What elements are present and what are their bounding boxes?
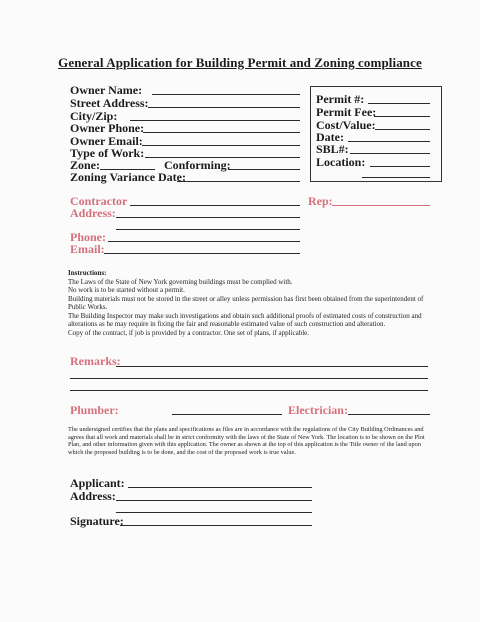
street-address-label: Street Address: (70, 96, 149, 110)
remarks-field-3[interactable] (70, 390, 428, 391)
plumber-label: Plumber: (70, 403, 119, 417)
remarks-label: Remarks: (70, 354, 121, 368)
owner-name-field[interactable] (152, 94, 300, 95)
cost-value-label: Cost/Value: (316, 118, 376, 132)
rep-field[interactable] (332, 205, 430, 206)
permit-fee-label: Permit Fee: (316, 105, 377, 119)
contractor-email-field[interactable] (104, 253, 300, 254)
conforming-label: Conforming: (164, 158, 231, 172)
electrician-label: Electrician: (288, 403, 348, 417)
instruction-line: The Laws of the State of New York governing buildings must be complied with. (68, 277, 293, 286)
date-field[interactable] (348, 141, 430, 142)
contractor-address-field-2[interactable] (116, 229, 300, 230)
owner-phone-field[interactable] (143, 132, 300, 133)
contractor-phone-field[interactable] (108, 241, 300, 242)
owner-name-label: Owner Name: (70, 83, 143, 97)
permit-fee-field[interactable] (374, 116, 430, 117)
city-zip-label: City/Zip: (70, 109, 118, 123)
zone-label: Zone: (70, 158, 100, 172)
street-address-field[interactable] (148, 107, 300, 108)
zoning-variance-date-field[interactable] (177, 181, 300, 182)
cost-value-field[interactable] (375, 129, 430, 130)
permit-number-label: Permit #: (316, 92, 365, 106)
signature-field[interactable] (120, 525, 312, 526)
type-of-work-label: Type of Work: (70, 146, 145, 160)
date-label: Date: (316, 130, 344, 144)
permit-number-field[interactable] (368, 103, 430, 104)
instructions-heading: Instructions: (68, 269, 107, 277)
contractor-email-label: Email: (70, 242, 105, 256)
sbl-field[interactable] (350, 153, 430, 154)
rep-label: Rep: (308, 194, 333, 208)
instruction-line: Building materials must not be stored in the street or alley unless permission has first been obtained from the superintendent of Public Works. (68, 294, 424, 311)
owner-email-label: Owner Email: (70, 134, 143, 148)
instruction-line: The Building Inspector may make such investigations and obtain such additional proofs of estimated costs of construction and alterations as he may require in fixing the fair and reasonable estimated value of such construction and alteration. (68, 311, 422, 328)
remarks-field[interactable] (116, 366, 428, 367)
owner-email-field[interactable] (142, 145, 300, 146)
applicant-label: Applicant: (70, 476, 125, 490)
electrician-field[interactable] (348, 414, 430, 415)
location-label: Location: (316, 155, 366, 169)
applicant-address-label: Address: (70, 489, 116, 503)
plumber-field[interactable] (172, 414, 282, 415)
city-zip-field[interactable] (130, 120, 300, 121)
location-field[interactable] (370, 166, 430, 167)
location-field-2[interactable] (362, 177, 430, 178)
contractor-address-field[interactable] (116, 217, 300, 218)
instruction-line: No work is to be started without a permit. (68, 286, 185, 294)
applicant-address-field[interactable] (116, 500, 312, 501)
sbl-label: SBL#: (316, 142, 349, 156)
signature-label: Signature: (70, 514, 124, 528)
applicant-address-field-2[interactable] (116, 512, 312, 513)
applicant-field[interactable] (128, 487, 312, 488)
owner-phone-label: Owner Phone: (70, 121, 145, 135)
page-title: General Application for Building Permit and Zoning compliance (58, 55, 422, 70)
instructions-block (68, 269, 428, 337)
certification-text: The undersigned certifies that the plans and specifications as files are in accordance with the regulations of the City Building Ordinances and agrees that all work and materials shall be in strict conformity with the laws of the State of New York. The location is to be shown on the Plot Plan, and other information given with this application. The owner as shown at the top of this application is the Title owner of the land upon which the proposed building is to be done, and the cost of the proposed work is true value. (68, 426, 425, 456)
contractor-label: Contractor (70, 194, 128, 208)
contractor-field[interactable] (130, 205, 300, 206)
zoning-variance-date-label: Zoning Variance Date: (70, 170, 187, 184)
instruction-line: Copy of the contract, if job is provided by a contractor. One set of plans, if applicable. (68, 328, 310, 337)
conforming-field[interactable] (228, 169, 300, 170)
contractor-address-label: Address: (70, 206, 116, 220)
remarks-field-2[interactable] (70, 378, 428, 379)
contractor-phone-label: Phone: (70, 230, 106, 244)
